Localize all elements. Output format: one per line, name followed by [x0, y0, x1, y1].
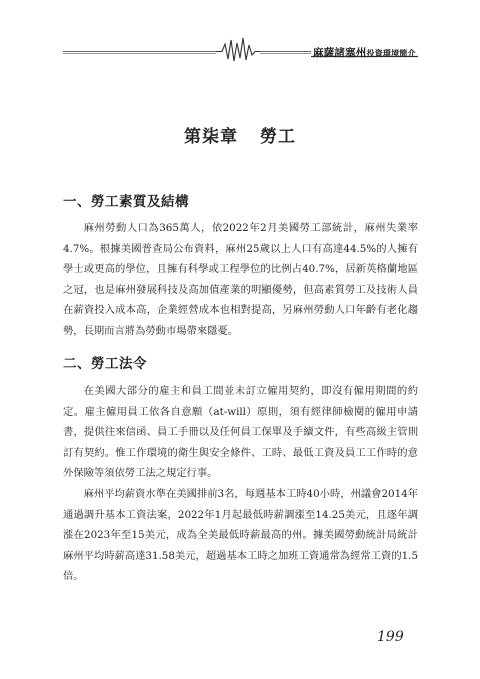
chapter-title	[0, 122, 480, 147]
header-title-sub: 投資環境簡介	[366, 49, 416, 58]
chapter-name: 勞工	[260, 127, 296, 147]
section-heading-labor-quality: 一、勞工素質及結構	[63, 194, 189, 210]
running-header	[0, 0, 480, 70]
page-number: 199	[377, 629, 404, 645]
paragraph-labor-law-2: 麻州平均薪資水準在美國排前3名，每週基本工時40小時，州議會2014年通過調升基本工資法案，2022年1月起最低時薪調漲至14.25美元，且逐年調漲在2023年至15美元，成為全美最低時薪最高的州。據美國勞動統計局統計麻州平均時薪高達31.58美元，超過基本工時之加班工資通常為經常工資的1.5倍。	[63, 488, 418, 582]
paragraph-labor-quality: 麻州勞動人口為365萬人，依2022年2月美國勞工部統計，麻州失業率4.7%。根據美國普查局公布資料，麻州25歲以上人口有高達44.5%的人擁有學士或更高的學位，且擁有科學或工程學位的比例占40.7%，居新英格蘭地區之冠，也是麻州發展科技及高加值產業的明顯優勢，但高素質勞工及技術人員在薪資投入成本高，企業經營成本也相對提高，另麻州勞動人口年齡有老化趨勢，長期而言將為勞動市場帶來隱憂。	[63, 222, 418, 337]
paragraph-labor-law-1: 在美國大部分的雇主和員工間並未訂立僱用契約，即沒有僱用期間的約定。雇主僱用員工依各自意願（at-will）原則，須有經律師檢閱的僱用申請書，提供往來信函、員工手冊以及任何員工保單及手續文件，有些高級主管則訂有契約。惟工作環境的衛生與安全條件、工時、最低工資及員工工作時的意外保險等須依勞工法之規定行事。	[63, 385, 418, 479]
chapter-number: 第柒章	[184, 127, 238, 147]
header-title-main: 麻薩諸塞州	[313, 47, 367, 59]
section-heading-labor-law: 二、勞工法令	[63, 356, 147, 372]
header-title	[313, 45, 416, 60]
